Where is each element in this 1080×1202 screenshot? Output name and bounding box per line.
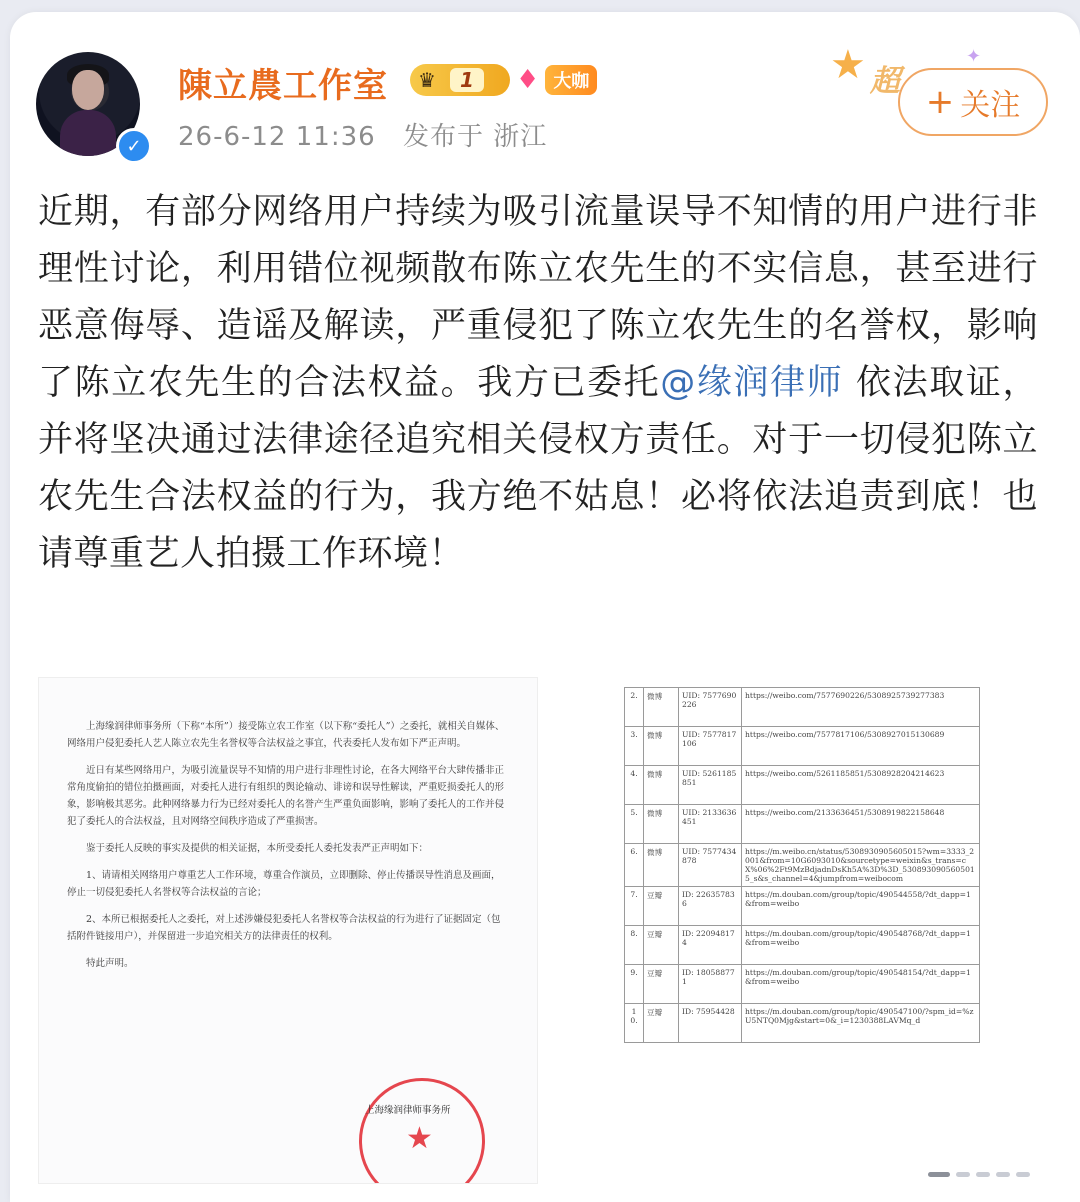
avatar-body [60, 110, 116, 156]
gem-icon[interactable]: ♦ [516, 65, 540, 95]
post-text-part-1: 近期，有部分网络用户持续为吸引流量误导不知情的用户进行非理性讨论，利用错位视频散布陈立农先生的不实信息，甚至进行恶意侮辱、造谣及解读，严重侵犯了陈立农先生的名誉权，影响了陈立农先生的合法权益。我方已委托 [38, 192, 1038, 403]
table-row [625, 926, 980, 965]
table-cell-n: 9. [625, 965, 644, 1004]
table-cell-platform: 微博 [644, 805, 679, 844]
crown-icon: ♛ [418, 68, 436, 92]
table-cell-uid: UID: 7577817106 [679, 727, 742, 766]
uid-table [624, 687, 980, 1043]
plus-icon: + [925, 82, 955, 122]
table-cell-n: 2. [625, 688, 644, 727]
post-image-statement[interactable] [38, 677, 538, 1184]
table-cell-n: 7. [625, 887, 644, 926]
avatar-head [72, 70, 104, 110]
table-cell-n: 3. [625, 727, 644, 766]
post-meta [178, 116, 565, 153]
image-pager [928, 1172, 1030, 1177]
table-cell-platform: 微博 [644, 727, 679, 766]
table-cell-uid: UID: 7577690226 [679, 688, 742, 727]
table-cell-uid: ID: 75954428 [679, 1004, 742, 1043]
table-cell-platform: 微博 [644, 766, 679, 805]
table-cell-uid: ID: 220948174 [679, 926, 742, 965]
table-cell-url: https://m.douban.com/group/topic/490548154/?dt_dapp=1&from=weibo [742, 965, 980, 1004]
super-label: 超 [870, 64, 900, 99]
post-image-uid-list[interactable] [616, 677, 990, 1077]
pager-dot [956, 1172, 970, 1177]
table-cell-n: 6. [625, 844, 644, 887]
doc-paragraph: 上海缘润律师事务所（下称“本所”）接受陈立农工作室（以下称“委托人”）之委托，就相关自媒体、网络用户侵犯委托人艺人陈立农先生名誉权等合法权益之事宜，代表委托人发布如下严正声明。 [67, 721, 505, 749]
table-row [625, 727, 980, 766]
table-cell-n: 8. [625, 926, 644, 965]
table-cell-url: https://weibo.com/7577690226/5308925739277383 [742, 688, 980, 727]
member-level: 1 [450, 68, 484, 92]
table-cell-uid: ID: 226357836 [679, 887, 742, 926]
table-cell-uid: UID: 2133636451 [679, 805, 742, 844]
table-cell-n: 4. [625, 766, 644, 805]
table-row [625, 1004, 980, 1043]
table-cell-uid: ID: 180588771 [679, 965, 742, 1004]
post-card [10, 12, 1080, 1202]
table-row [625, 887, 980, 926]
follow-button[interactable] [898, 68, 1048, 136]
table-cell-url: https://weibo.com/5261185851/5308928204214623 [742, 766, 980, 805]
doc-paragraph: 鉴于委托人反映的事实及提供的相关证据，本所受委托人委托发表严正声明如下： [86, 843, 429, 854]
table-cell-platform: 微博 [644, 688, 679, 727]
table-row [625, 766, 980, 805]
seal-stamp [359, 1078, 485, 1184]
statement-document [67, 718, 507, 982]
post-location: 发布于 浙江 [402, 122, 548, 152]
doc-paragraph: 特此声明。 [86, 958, 134, 969]
table-cell-url: https://weibo.com/7577817106/5308927015130689 [742, 727, 980, 766]
table-row [625, 965, 980, 1004]
table-cell-url: https://m.douban.com/group/topic/490547100/?spm_id=%zU5NTQ0Mjg&start=0&_i=1230388LAVMq_d [742, 1004, 980, 1043]
table-cell-n: 10. [625, 1004, 644, 1043]
post-text [38, 184, 1038, 583]
table-cell-n: 5. [625, 805, 644, 844]
pager-dot-active [928, 1172, 950, 1177]
sparkle-icon: ✦ [966, 46, 982, 67]
author-name[interactable]: 陳立農工作室 [178, 66, 388, 106]
table-cell-platform: 豆瓣 [644, 887, 679, 926]
table-cell-platform: 豆瓣 [644, 1004, 679, 1043]
verified-icon: ✓ [116, 128, 152, 164]
table-row [625, 688, 980, 727]
pager-dot [996, 1172, 1010, 1177]
table-row [625, 805, 980, 844]
doc-paragraph: 近日有某些网络用户，为吸引流量误导不知情的用户进行非理性讨论，在各大网络平台大肆传播非正常角度偷拍的错位拍摄画面，对委托人进行有组织的舆论输动、诽谤和误导性解读，严重贬损委托人的形象，影响极其恶劣。此种网络暴力行为已经对委托人的名誉产生严重负面影响，影响了委托人的工作并侵犯了委托人的合法权益，且对网络空间秩序造成了严重损害。 [67, 765, 505, 827]
post-text-part-2: 依法取证，并将坚决通过法律途径追究相关侵权方责任。对于一切侵犯陈立农先生合法权益的行为，我方绝不姑息！必将依法追责到底！也请尊重艺人拍摄工作环境！ [38, 363, 1038, 574]
seal-text: 上海缘润律师事务所 [365, 1105, 451, 1116]
table-cell-platform: 豆瓣 [644, 926, 679, 965]
star-icon: ★ [830, 42, 866, 88]
table-cell-url: https://weibo.com/2133636451/5308919822158648 [742, 805, 980, 844]
table-cell-url: https://m.douban.com/group/topic/490544558/?dt_dapp=1&from=weibo [742, 887, 980, 926]
table-cell-uid: UID: 5261185851 [679, 766, 742, 805]
daka-badge[interactable]: 大咖 [545, 65, 597, 95]
doc-paragraph: 1、请请相关网络用户尊重艺人工作环境，尊重合作演员，立即删除、停止传播误导性消息及画面，停止一切侵犯委托人名誉权等合法权益的言论； [67, 870, 501, 898]
table-cell-platform: 豆瓣 [644, 965, 679, 1004]
seal-star-icon: ★ [406, 1121, 433, 1156]
post-timestamp: 26-6-12 11:36 [178, 122, 376, 152]
doc-paragraph: 2、本所已根据委托人之委托，对上述涉嫌侵犯委托人名誉权等合法权益的行为进行了证据固定（包括附件链接用户），并保留进一步追究相关方的法律责任的权利。 [67, 914, 501, 942]
member-level-badge[interactable] [410, 64, 510, 96]
table-cell-url: https://m.weibo.cn/status/5308930905605015?wm=3333_2001&from=10G6093010&sourcetype=weixin&s_trans=cX%06%2Ft9MzBdjadnDsKh5A%3D%3D_5308930905605015_s&s_channel=4&jumpfrom=weibocom [742, 844, 980, 887]
table-row [625, 844, 980, 887]
table-cell-uid: UID: 7577434878 [679, 844, 742, 887]
table-cell-platform: 微博 [644, 844, 679, 887]
table-cell-url: https://m.douban.com/group/topic/490548768/?dt_dapp=1&from=weibo [742, 926, 980, 965]
author-badges [410, 64, 597, 96]
pager-dot [976, 1172, 990, 1177]
follow-label: 关注 [960, 88, 1021, 123]
mention-link[interactable]: @缘润律师 [660, 363, 844, 403]
pager-dot [1016, 1172, 1030, 1177]
